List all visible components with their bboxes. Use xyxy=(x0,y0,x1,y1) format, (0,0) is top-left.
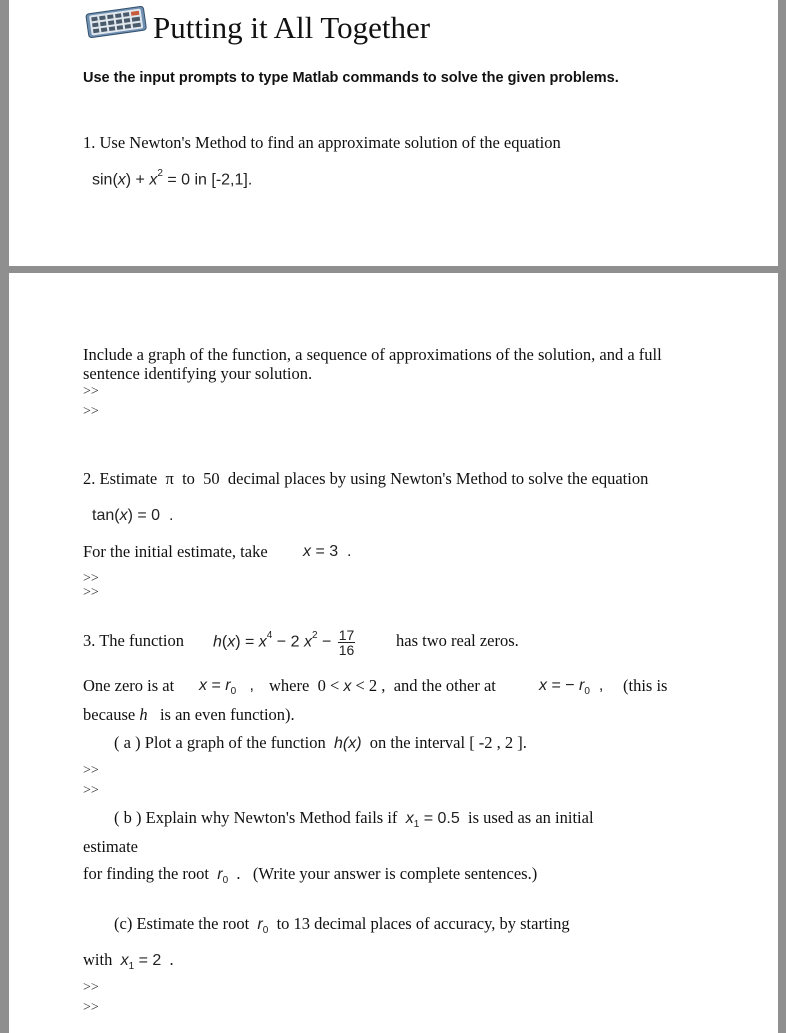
include-line-1: Include a graph of the function, a sequence of approximations of the solution, and a full xyxy=(83,345,662,364)
fraction: $\frac{17}{16}$ xyxy=(338,627,355,658)
problem-3-because: because h is an even function). xyxy=(83,705,295,724)
problem-2-text: 2. Estimate π to 50 decimal places by using Newton's Method to solve the equation xyxy=(83,469,649,488)
command-prompt[interactable]: >> xyxy=(83,404,99,419)
problem-3-where: where 0 < x < 2 , and the other at xyxy=(269,676,496,695)
problem-3-zero-intro: One zero is at xyxy=(83,676,175,695)
problem-1-equation: $\sin(x) + x^2 = 0$ in [-2,1]. xyxy=(92,168,253,189)
command-prompt[interactable]: >> xyxy=(83,783,99,798)
command-prompt[interactable]: >> xyxy=(83,384,99,399)
page-1 xyxy=(9,0,778,266)
problem-3-this-is: (this is xyxy=(623,676,668,695)
problem-3-text: 3. The function xyxy=(83,631,184,650)
part-c-with: with $x_1 = 2$ . xyxy=(83,950,174,973)
command-prompt[interactable]: >> xyxy=(83,585,99,600)
command-prompt[interactable]: >> xyxy=(83,571,99,586)
problem-2-initial-value: x = 3 . xyxy=(303,543,352,560)
problem-3-function: $h(x) = x^4 - 2$ $x^2$ − $\frac{17}{16}$ xyxy=(213,627,355,658)
calculator-icon xyxy=(81,2,151,40)
part-b-text: ( b ) Explain why Newton's Method fails if $x_1 = 0.5$ is used as an initial xyxy=(114,808,594,831)
part-c-text: (c) Estimate the root $r_0$ to 13 decimal places of accuracy, by starting xyxy=(114,914,570,937)
problem-1-text: 1. Use Newton's Method to find an approximate solution of the equation xyxy=(83,133,561,152)
problem-2-equation: tan(x) = 0 . xyxy=(92,507,174,524)
part-b-for-root: for finding the root $r_0$ . (Write your answer is complete sentences.) xyxy=(83,864,538,887)
command-prompt[interactable]: >> xyxy=(83,1000,99,1015)
problem-3-zero-r0: $x = r_0$ , xyxy=(199,677,254,698)
page-title: Putting it All Together xyxy=(153,10,431,45)
problem-2-initial-label: For the initial estimate, take xyxy=(83,542,268,561)
command-prompt[interactable]: >> xyxy=(83,763,99,778)
part-a-text: ( a ) Plot a graph of the function h(x) on the interval [ -2 , 2 ]. xyxy=(114,733,527,752)
command-prompt[interactable]: >> xyxy=(83,980,99,995)
problem-3-zero-neg-r0: x = − $r_0$ , xyxy=(539,677,604,698)
page-2 xyxy=(9,273,778,1033)
part-b-estimate: estimate xyxy=(83,837,138,856)
problem-3-zeros: has two real zeros. xyxy=(396,631,519,650)
include-line-2: sentence identifying your solution. xyxy=(83,364,313,383)
instructions: Use the input prompts to type Matlab commands to solve the given problems. xyxy=(83,70,619,86)
